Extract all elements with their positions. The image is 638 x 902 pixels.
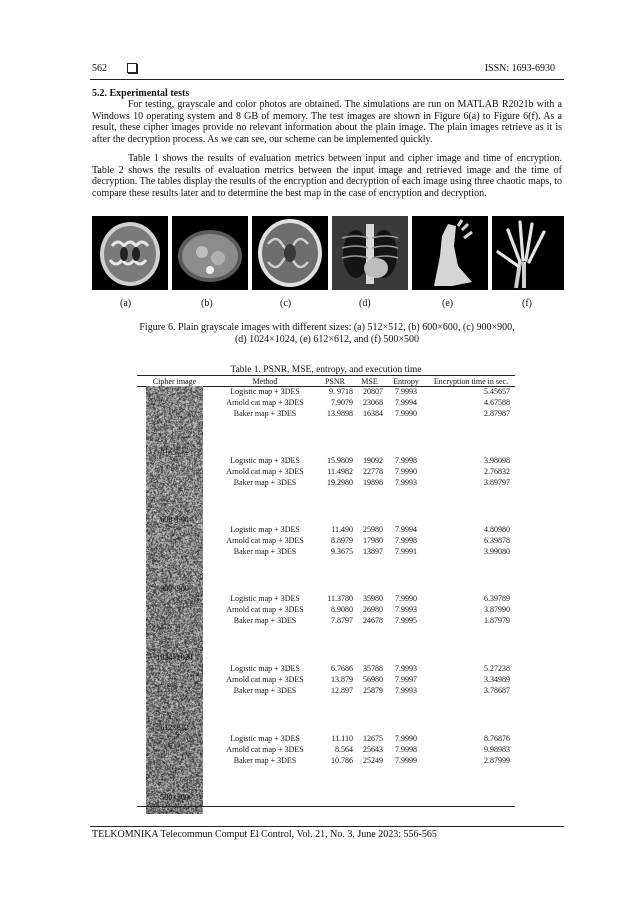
table-cell-mse: 35980 <box>363 594 383 603</box>
table-cell-entropy: 7.9993 <box>395 478 417 487</box>
cipher-image-size: 612×612 <box>160 723 189 732</box>
table-cell-mse: 19898 <box>363 478 383 487</box>
sublabel-b: (b) <box>201 298 213 309</box>
figure-image-brain-axial <box>252 216 328 290</box>
table-cell-psnr: 8.564 <box>335 745 353 754</box>
cipher-image-size: 1024×1024 <box>156 653 193 662</box>
table-cell-method: Logistic map + 3DES <box>230 734 300 743</box>
table-bottom-rule <box>137 806 515 807</box>
table-cell-entropy: 7.9990 <box>395 594 417 603</box>
table-cell-time: 6.39878 <box>484 536 510 545</box>
abdomen-ct-graphic <box>172 216 248 290</box>
figure-caption-line-1: Figure 6. Plain grayscale images with different sizes: (a) 512×512, (b) 600×600, (c) 900×900, <box>139 322 515 333</box>
figure-image-abdomen-ct <box>172 216 248 290</box>
table-cell-method: Arnold cat map + 3DES <box>226 745 304 754</box>
table-cell-entropy: 7.9999 <box>395 756 417 765</box>
figure-image-chest-xray <box>332 216 408 290</box>
header-method: Method <box>252 377 278 386</box>
table-cell-mse: 20807 <box>363 387 383 396</box>
figure-caption <box>90 322 564 346</box>
table-cell-time: 3.34989 <box>484 675 510 684</box>
sublabel-a: (a) <box>120 298 132 309</box>
table-cell-time: 4.67588 <box>484 398 510 407</box>
sublabel-d: (d) <box>359 298 371 309</box>
table-cell-entropy: 7.9994 <box>395 398 417 407</box>
table-cell-psnr: 11.490 <box>331 525 353 534</box>
brain-axial-graphic <box>252 216 328 290</box>
table-cell-time: 3.99080 <box>484 547 510 556</box>
table-cell-psnr: 9. 9718 <box>329 387 353 396</box>
cipher-image-size: 900×900 <box>160 584 189 593</box>
table-cell-time: 9.98983 <box>484 745 510 754</box>
table-cell-psnr: 6.7686 <box>331 664 353 673</box>
table-cell-method: Arnold cat map + 3DES <box>226 536 304 545</box>
table-cell-time: 5.45657 <box>484 387 510 396</box>
table-cell-time: 6.39789 <box>484 594 510 603</box>
table-cell-psnr: 19.2980 <box>327 478 353 487</box>
figure-caption-line-2: (d) 1024×1024, (e) 612×612, and (f) 500×500 <box>234 334 420 345</box>
chest-xray-graphic <box>332 216 408 290</box>
table-cell-time: 1.87979 <box>484 616 510 625</box>
table-cell-entropy: 7.9993 <box>395 686 417 695</box>
footer-divider <box>90 826 564 827</box>
sublabel-f: (f) <box>522 298 532 309</box>
table-cell-method: Logistic map + 3DES <box>230 456 300 465</box>
table-cell-method: Logistic map + 3DES <box>230 525 300 534</box>
table-cell-entropy: 7.9993 <box>395 664 417 673</box>
square-icon <box>127 63 137 73</box>
table-cell-psnr: 11.4982 <box>327 467 353 476</box>
table-cell-entropy: 7.9990 <box>395 734 417 743</box>
table-cell-psnr: 13.879 <box>331 675 353 684</box>
table-cell-entropy: 7.9998 <box>395 745 417 754</box>
table-cell-entropy: 7.9998 <box>395 536 417 545</box>
table-cell-time: 8.76876 <box>484 734 510 743</box>
table-cell-mse: 22778 <box>363 467 383 476</box>
table-cell-mse: 16384 <box>363 409 383 418</box>
table-cell-mse: 25879 <box>363 686 383 695</box>
table-cell-mse: 25249 <box>363 756 383 765</box>
cipher-image-size: 512×512 <box>160 446 189 455</box>
table-cell-method: Arnold cat map + 3DES <box>226 467 304 476</box>
figure-image-foot-xray <box>412 216 488 290</box>
table-cell-psnr: 11.3780 <box>327 594 353 603</box>
journal-footer: TELKOMNIKA Telecommun Comput El Control, Vol. 21, No. 3, June 2023: 556-565 <box>92 829 437 840</box>
table-cell-psnr: 7.9079 <box>331 398 353 407</box>
section-title: 5.2. Experimental tests <box>92 88 190 99</box>
table-cell-entropy: 7.9997 <box>395 675 417 684</box>
table-cell-method: Baker map + 3DES <box>233 756 297 765</box>
table-cell-entropy: 7.9993 <box>395 605 417 614</box>
table-cell-mse: 19092 <box>363 456 383 465</box>
header-mse: MSE <box>361 377 378 386</box>
table-cell-time: 3.78687 <box>484 686 510 695</box>
table-cell-time: 3.87990 <box>484 605 510 614</box>
sublabel-c: (c) <box>280 298 292 309</box>
table-cell-mse: 25980 <box>363 525 383 534</box>
table-cell-mse: 24678 <box>363 616 383 625</box>
table-cell-psnr: 10.786 <box>331 756 353 765</box>
table-cell-method: Arnold cat map + 3DES <box>226 605 304 614</box>
table-cell-entropy: 7.9994 <box>395 525 417 534</box>
table-cell-mse: 56980 <box>363 675 383 684</box>
table-cell-mse: 25643 <box>363 745 383 754</box>
table-cell-entropy: 7.9998 <box>395 456 417 465</box>
table-cell-time: 2.87987 <box>484 409 510 418</box>
table-cell-entropy: 7.9993 <box>395 387 417 396</box>
table-cell-psnr: 12.897 <box>331 686 353 695</box>
header-cipher-image: Cipher image <box>152 377 197 386</box>
table-cell-psnr: 7.8797 <box>331 616 353 625</box>
figure-image-hand-xray <box>492 216 564 290</box>
table-cell-method: Baker map + 3DES <box>233 616 297 625</box>
page-number: 562 <box>92 63 107 74</box>
table-cell-entropy: 7.9995 <box>395 616 417 625</box>
table-cell-mse: 35788 <box>363 664 383 673</box>
header-psnr: PSNR <box>324 377 345 386</box>
table-cell-time: 2.76832 <box>484 467 510 476</box>
issn-label: ISSN: 1693-6930 <box>484 63 555 74</box>
table-cell-method: Arnold cat map + 3DES <box>226 675 304 684</box>
figure-image-brain-mri <box>92 216 168 290</box>
table-cell-method: Arnold cat map + 3DES <box>226 398 304 407</box>
table-top-rule <box>137 375 515 376</box>
table-cell-method: Logistic map + 3DES <box>230 594 300 603</box>
table-cell-psnr: 8.9080 <box>331 605 353 614</box>
brain-mri-graphic <box>92 216 168 290</box>
table-cell-method: Baker map + 3DES <box>233 409 297 418</box>
table-cell-time: 5.27238 <box>484 664 510 673</box>
sublabel-e: (e) <box>442 298 454 309</box>
foot-xray-graphic <box>412 216 488 290</box>
table-cell-psnr: 13.9898 <box>327 409 353 418</box>
table-cell-mse: 17980 <box>363 536 383 545</box>
table-cell-method: Logistic map + 3DES <box>230 387 300 396</box>
table-cell-time: 4.80980 <box>484 525 510 534</box>
cipher-image-size: 600×600 <box>160 515 189 524</box>
table-cell-mse: 12675 <box>363 734 383 743</box>
paragraph-2: Table 1 shows the results of evaluation metrics between input and cipher image and time of encryption. Table 2 shows the results of evaluation metrics between the input image and retrieved image and the time of decryption. The tables display the results of the encryption and decryption of each image using three chaotic maps, to compare these results later and to determine the best map in the case of encryption and decryption. <box>92 153 562 199</box>
table-cell-method: Baker map + 3DES <box>233 478 297 487</box>
table-cell-psnr: 15.9809 <box>327 456 353 465</box>
header-entropy: Entropy <box>393 377 419 386</box>
hand-xray-graphic <box>492 216 564 290</box>
table-cell-psnr: 8.8979 <box>331 536 353 545</box>
table-cell-time: 2.87999 <box>484 756 510 765</box>
table-cell-time: 3.98098 <box>484 456 510 465</box>
table-cell-mse: 13897 <box>363 547 383 556</box>
table-cell-mse: 23068 <box>363 398 383 407</box>
header-divider <box>90 79 564 80</box>
paragraph-1: For testing, grayscale and color photos are obtained. The simulations are run on MATLAB R2021b with a Windows 10 operating system and 8 GB of memory. The test images are shown in Figure 6(a) to Figure 6(f). As a result, these cipher images provide no relevant information about the plain image. The plain images retrieve as it is after the decryption process. As we can see, our scheme can be implemented quickly. <box>92 99 562 145</box>
table-cell-time: 3.89797 <box>484 478 510 487</box>
cipher-image-size: 500×500 <box>160 793 189 802</box>
table-cell-psnr: 11.110 <box>331 734 353 743</box>
table-cell-method: Baker map + 3DES <box>233 547 297 556</box>
table-cell-psnr: 9.3675 <box>331 547 353 556</box>
table-cell-mse: 26980 <box>363 605 383 614</box>
table-cell-entropy: 7.9990 <box>395 467 417 476</box>
table-cell-entropy: 7.9990 <box>395 409 417 418</box>
table-caption: Table 1. PSNR, MSE, entropy, and execution time <box>230 365 422 375</box>
table-cell-entropy: 7.9991 <box>395 547 417 556</box>
table-cell-method: Baker map + 3DES <box>233 686 297 695</box>
table-cell-method: Logistic map + 3DES <box>230 664 300 673</box>
header-encryption-time: Encryption time in sec. <box>433 377 509 386</box>
